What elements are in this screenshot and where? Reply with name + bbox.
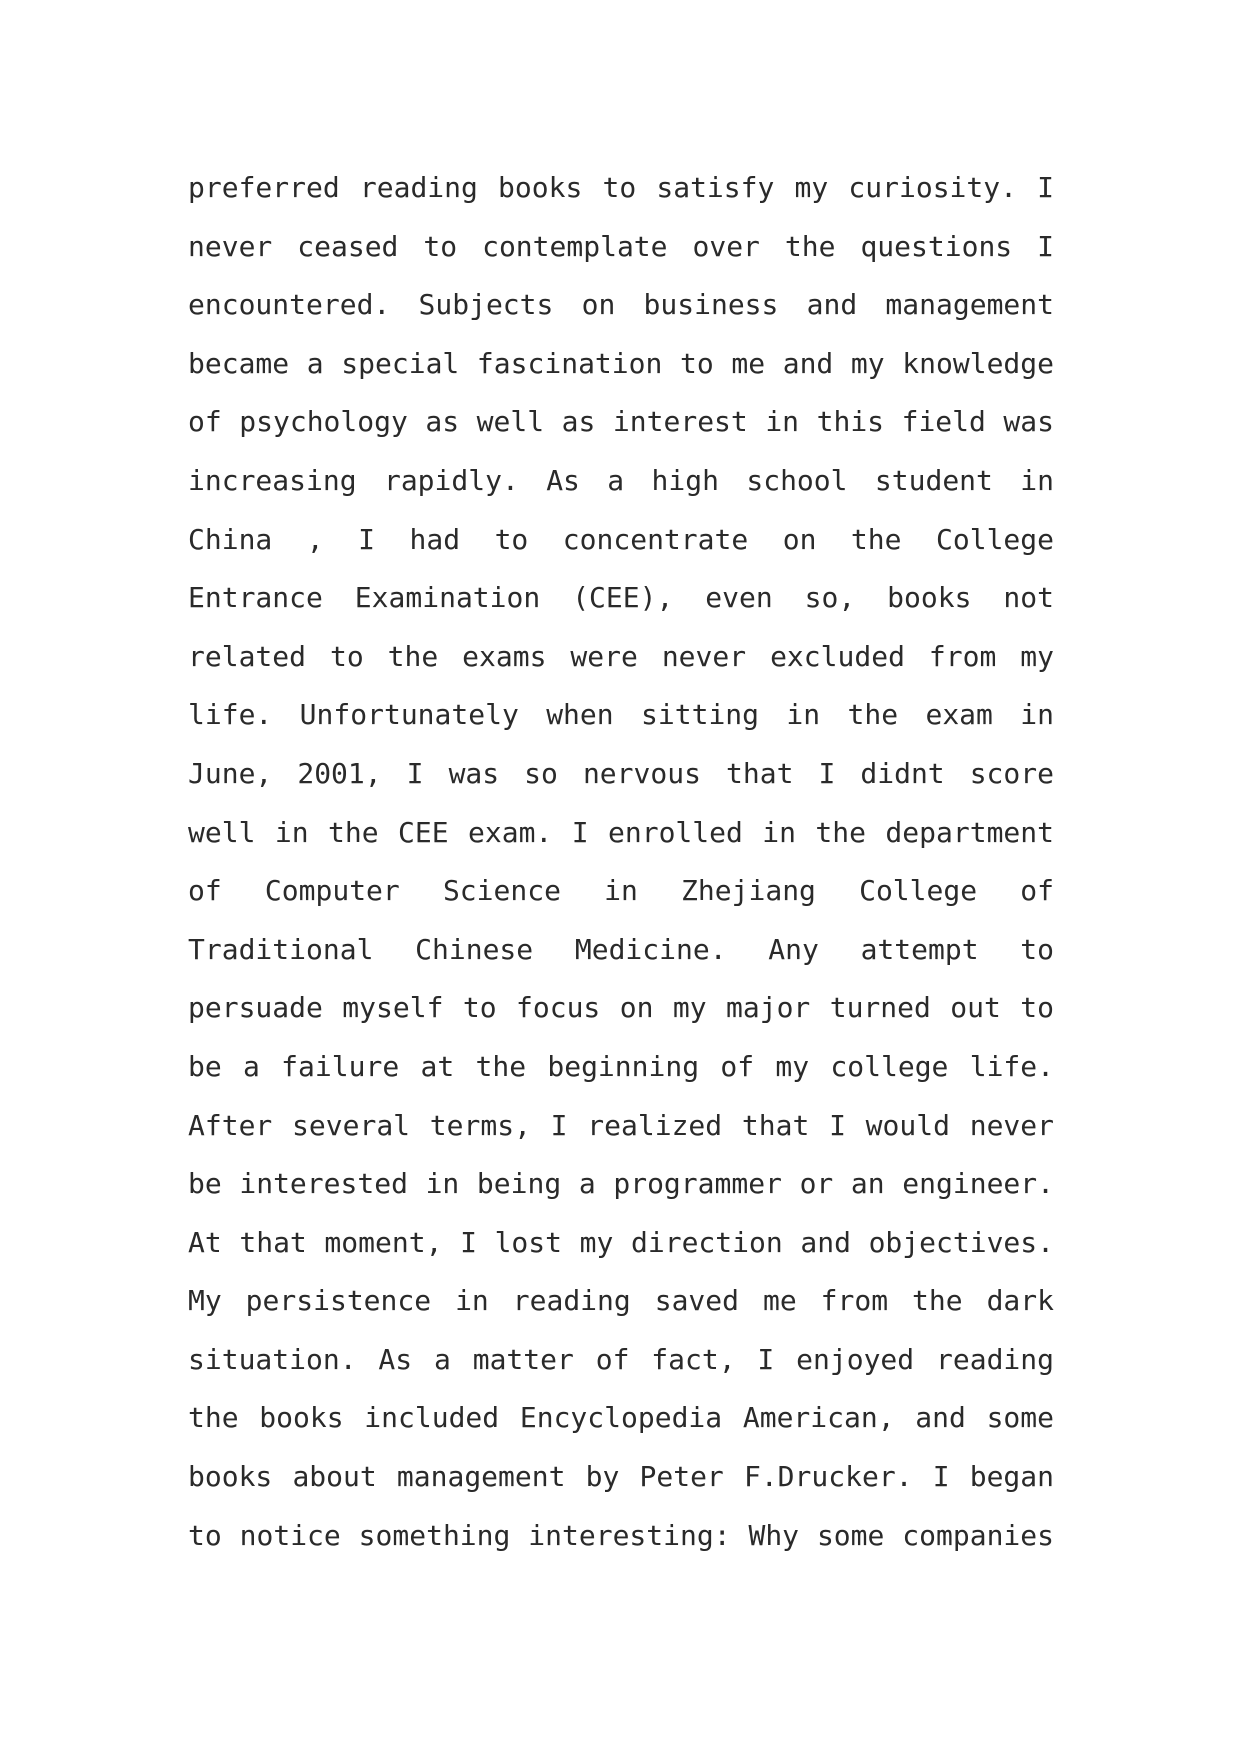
text-line: of Computer Science in Zhejiang College of: [188, 874, 1054, 908]
text-line: persuade myself to focus on my major turned out to: [188, 991, 1054, 1025]
text-line: increasing rapidly. As a high school student in: [188, 463, 1054, 497]
text-line: encountered. Subjects on business and management: [188, 288, 1054, 322]
text-line: My persistence in reading saved me from the dark: [188, 1284, 1054, 1318]
text-line: well in the CEE exam. I enrolled in the department: [188, 815, 1054, 849]
text-line: China , I had to concentrate on the College: [188, 522, 1054, 556]
text-line: preferred reading books to satisfy my curiosity. I: [188, 171, 1054, 204]
text-line: the books included Encyclopedia American, and some: [188, 1401, 1054, 1435]
text-line: books about management by Peter F.Drucker. I began: [188, 1460, 1054, 1494]
text-line: life. Unfortunately when sitting in the exam in: [188, 698, 1054, 732]
text-line: be a failure at the beginning of my college life.: [188, 1049, 1054, 1083]
text-line: situation. As a matter of fact, I enjoyed reading: [188, 1342, 1054, 1376]
text-line: Entrance Examination (CEE), even so, books not: [188, 581, 1054, 615]
text-line: be interested in being a programmer or an engineer.: [188, 1167, 1054, 1201]
text-line: June, 2001, I was so nervous that I didnt score: [188, 756, 1054, 790]
text-line: After several terms, I realized that I would never: [188, 1108, 1054, 1142]
text-line: became a special fascination to me and my knowledge: [188, 346, 1054, 380]
text-line: to notice something interesting: Why some companies: [188, 1518, 1054, 1552]
body-text: [188, 159, 1054, 1565]
text-line: never ceased to contemplate over the questions I: [188, 229, 1054, 263]
text-line: of psychology as well as interest in this field was: [188, 405, 1054, 439]
text-line: Traditional Chinese Medicine. Any attempt to: [188, 932, 1054, 966]
text-line: related to the exams were never excluded from my: [188, 639, 1054, 673]
text-line: At that moment, I lost my direction and objectives.: [188, 1225, 1054, 1259]
